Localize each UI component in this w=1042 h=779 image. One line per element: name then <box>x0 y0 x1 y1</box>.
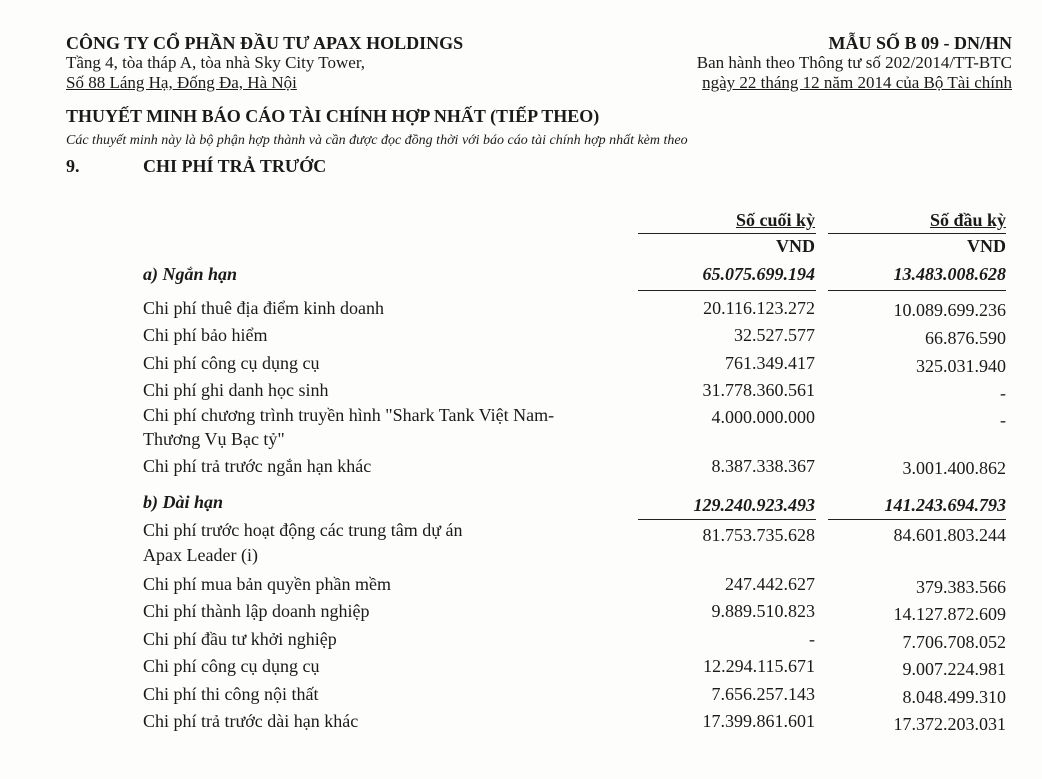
table-row-end: 31.778.360.561 <box>702 380 815 400</box>
document-title: THUYẾT MINH BÁO CÁO TÀI CHÍNH HỢP NHẤT (TIẾP THEO) <box>66 106 600 126</box>
table-row-begin: 379.383.566 <box>916 577 1006 597</box>
table-row-begin: 7.706.708.052 <box>902 632 1006 652</box>
table-row-begin: 8.048.499.310 <box>902 687 1006 707</box>
header-rule-col2 <box>828 233 1006 234</box>
company-name: CÔNG TY CỔ PHẦN ĐẦU TƯ APAX HOLDINGS <box>66 33 464 53</box>
table-row-begin: 17.372.203.031 <box>893 714 1006 734</box>
long-term-total-end: 129.240.923.493 <box>693 495 815 515</box>
section-number: 9. <box>66 156 80 176</box>
table-row-label: Chi phí trả trước dài hạn khác <box>143 711 359 731</box>
long-term-label: b) Dài hạn <box>143 492 224 512</box>
form-header <box>697 33 1012 93</box>
table-row-begin: 10.089.699.236 <box>893 300 1006 320</box>
table-row-begin: 66.876.590 <box>925 328 1006 348</box>
header-rule-col1 <box>638 233 816 234</box>
issued-line-2: ngày 22 tháng 12 năm 2014 của Bộ Tài chính <box>702 73 1012 92</box>
table-row-label: Chi phí mua bản quyền phần mềm <box>143 574 391 594</box>
table-row-begin: 9.007.224.981 <box>902 659 1006 679</box>
table-row-end: 9.889.510.823 <box>711 601 815 621</box>
table-row-end: 7.656.257.143 <box>711 684 815 704</box>
table-row-begin: 14.127.872.609 <box>893 604 1006 624</box>
long-term-total-begin: 141.243.694.793 <box>884 495 1006 515</box>
table-row-end: 17.399.861.601 <box>702 711 815 731</box>
table-row-end: 20.116.123.272 <box>703 298 815 318</box>
table-row-begin: 325.031.940 <box>916 356 1006 376</box>
short-term-total-end: 65.075.699.194 <box>702 264 815 284</box>
short-term-rule-col1 <box>638 290 816 291</box>
long-term-rule-col2 <box>828 519 1006 520</box>
short-term-rule-col2 <box>828 290 1006 291</box>
section-title: CHI PHÍ TRẢ TRƯỚC <box>143 156 327 176</box>
address-line-2: Số 88 Láng Hạ, Đống Đa, Hà Nội <box>66 73 297 92</box>
unit-begin: VND <box>967 236 1006 256</box>
table-row-end: - <box>809 629 815 649</box>
document-note: Các thuyết minh này là bộ phận hợp thành và cần được đọc đồng thời với báo cáo tài chính hợp nhất kèm theo <box>66 133 688 148</box>
table-row-begin: 84.601.803.244 <box>893 525 1006 545</box>
table-row-end: 761.349.417 <box>725 353 815 373</box>
table-row-label: Chi phí trả trước ngắn hạn khác <box>143 456 372 476</box>
table-row-label: Chi phí thuê địa điểm kinh doanh <box>143 298 384 318</box>
table-row-label: Chi phí công cụ dụng cụ <box>143 656 320 676</box>
table-row-end: 4.000.000.000 <box>711 407 815 427</box>
table-row-label-continued: Apax Leader (i) <box>143 545 258 565</box>
short-term-label: a) Ngắn hạn <box>143 264 238 284</box>
short-term-total-begin: 13.483.008.628 <box>893 264 1006 284</box>
long-term-rule-col1 <box>638 519 816 520</box>
table-row-end: 12.294.115.671 <box>703 656 815 676</box>
company-header <box>66 33 463 93</box>
table-row-label: Chi phí đầu tư khởi nghiệp <box>143 629 337 649</box>
table-row-label-continued: Thương Vụ Bạc tỷ" <box>143 429 285 449</box>
table-row-label: Chi phí công cụ dụng cụ <box>143 353 320 373</box>
table-row-begin: 3.001.400.862 <box>902 458 1006 478</box>
table-row-label: Chi phí ghi danh học sinh <box>143 380 329 400</box>
table-row-end: 247.442.627 <box>725 574 815 594</box>
form-number: MẪU SỐ B 09 - DN/HN <box>828 33 1012 53</box>
table-row-begin: - <box>1000 410 1006 430</box>
table-row-label: Chi phí trước hoạt động các trung tâm dự án <box>143 520 463 540</box>
table-row-label: Chi phí thi công nội thất <box>143 684 319 704</box>
table-row-end: 8.387.338.367 <box>711 456 815 476</box>
table-row-end: 81.753.735.628 <box>702 525 815 545</box>
table-row-end: 32.527.577 <box>734 325 815 345</box>
table-row-label: Chi phí thành lập doanh nghiệp <box>143 601 370 621</box>
unit-end: VND <box>776 236 815 256</box>
table-row-label: Chi phí bảo hiểm <box>143 325 268 345</box>
column-header-end: Số cuối kỳ <box>735 210 815 230</box>
address-line-1: Tầng 4, tòa tháp A, tòa nhà Sky City Tower, <box>66 53 366 72</box>
column-header-begin: Số đầu kỳ <box>929 210 1006 230</box>
table-row-label: Chi phí chương trình truyền hình "Shark Tank Việt Nam- <box>143 405 555 425</box>
table-row-begin: - <box>1000 383 1006 403</box>
issued-line-1: Ban hành theo Thông tư số 202/2014/TT-BTC <box>696 53 1012 72</box>
